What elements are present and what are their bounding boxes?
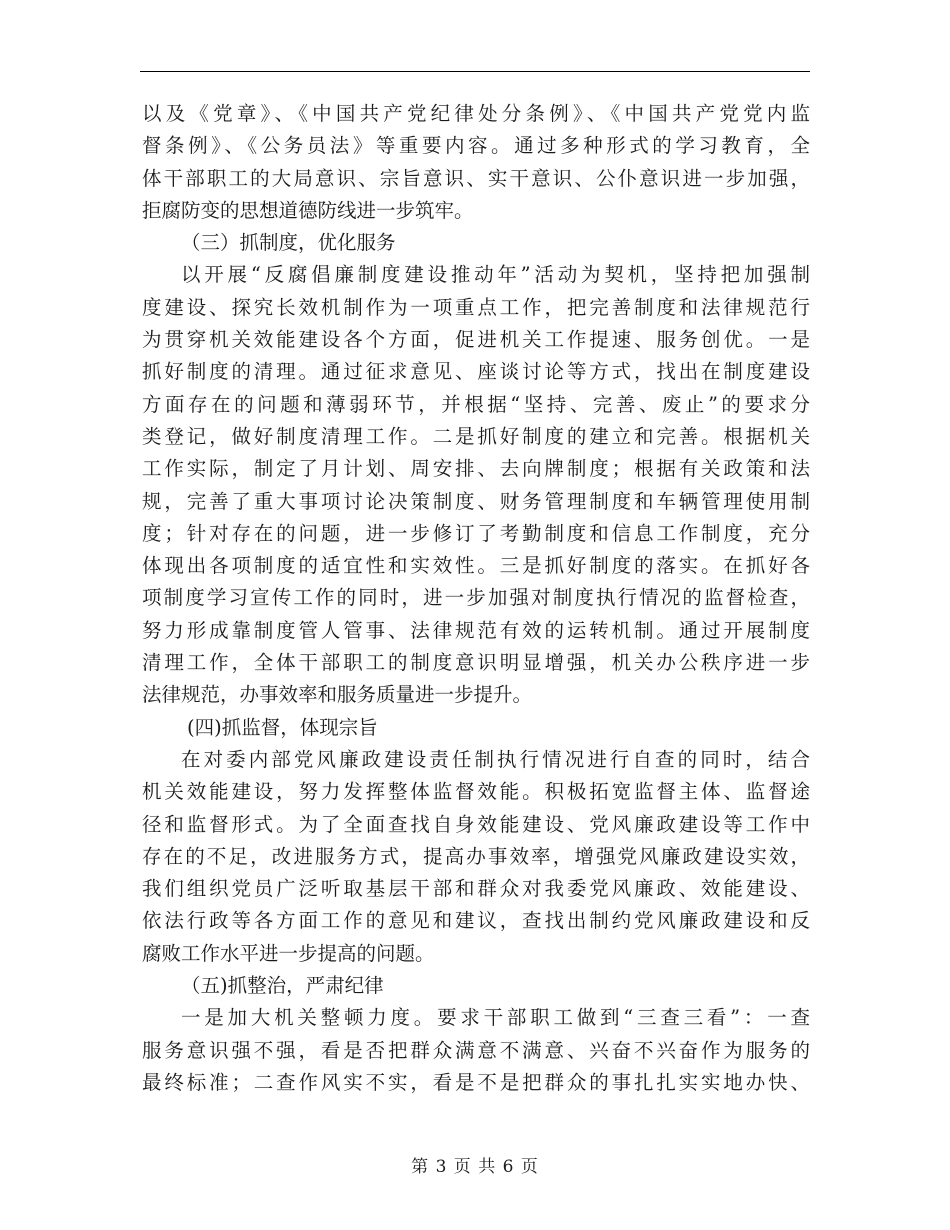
body-line: 存在的不足，改进服务方式，提高办事效率，增强党风廉政建设实效，: [142, 844, 810, 868]
total-pages-number: 6: [502, 1157, 515, 1177]
body-line: 努力形成靠制度管人管事、法律规范有效的运转机制。通过开展制度: [142, 618, 810, 642]
body-line: 工作实际，制定了月计划、周安排、去向牌制度；根据有关政策和法: [142, 457, 810, 481]
section-heading: （三）抓制度，优化服务: [181, 231, 396, 255]
footer-total-word: 共: [478, 1157, 497, 1177]
body-line: 度；针对存在的问题，进一步修订了考勤制度和信息工作制度，充分: [142, 521, 810, 545]
body-line: 清理工作，全体干部职工的制度意识明显增强，机关办公秩序进一步: [142, 651, 810, 675]
body-line: 在对委内部党风廉政建设责任制执行情况进行自查的同时，结合: [181, 747, 810, 771]
body-line: 法律规范，办事效率和服务质量进一步提升。: [142, 683, 533, 707]
header-rule: [140, 71, 810, 72]
body-line: 我们组织党员广泛听取基层干部和群众对我委党风廉政、效能建设、: [142, 877, 810, 901]
body-line: 机关效能建设，努力发挥整体监督效能。积极拓宽监督主体、监督途: [142, 780, 810, 804]
body-line: 体干部职工的大局意识、宗旨意识、实干意识、公仆意识进一步加强，: [142, 166, 810, 190]
body-line: 项制度学习宣传工作的同时，进一步加强对制度执行情况的监督检查，: [142, 586, 810, 610]
body-line: 最终标准；二查作风实不实，看是不是把群众的事扎扎实实地办快、: [142, 1070, 810, 1094]
current-page-number: 3: [435, 1157, 448, 1177]
body-line: 拒腐防变的思想道德防线进一步筑牢。: [142, 198, 474, 222]
body-line: 抓好制度的清理。通过征求意见、座谈讨论等方式，找出在制度建设: [142, 360, 810, 384]
body-line: 腐败工作水平进一步提高的问题。: [142, 941, 435, 965]
footer-suffix: 页: [520, 1157, 539, 1177]
body-line: 一是加大机关整顿力度。要求干部职工做到“三查三看”：一查: [181, 1006, 810, 1030]
body-line: 为贯穿机关效能建设各个方面，促进机关工作提速、服务创优。一是: [142, 328, 810, 352]
section-heading: （五)抓整治，严肃纪律: [181, 974, 384, 998]
body-line: 类登记，做好制度清理工作。二是抓好制度的建立和完善。根据机关: [142, 424, 810, 448]
footer-page-word: 页: [453, 1157, 472, 1177]
body-line: 以开展“反腐倡廉制度建设推动年”活动为契机，坚持把加强制: [181, 263, 810, 287]
body-line: 督条例》、《公务员法》等重要内容。通过多种形式的学习教育，全: [142, 134, 810, 158]
document-body: [142, 98, 810, 1099]
section-heading: (四)抓监督，体现宗旨: [187, 715, 378, 739]
body-line: 度建设、探究长效机制作为一项重点工作，把完善制度和法律规范行: [142, 295, 810, 319]
body-line: 规，完善了重大事项讨论决策制度、财务管理制度和车辆管理使用制: [142, 489, 810, 513]
body-line: 依法行政等各方面工作的意见和建议，查找出制约党风廉政建设和反: [142, 909, 810, 933]
page-footer: [0, 1152, 950, 1177]
footer-prefix: 第: [411, 1157, 430, 1177]
body-line: 体现出各项制度的适宜性和实效性。三是抓好制度的落实。在抓好各: [142, 554, 810, 578]
body-line: 服务意识强不强，看是否把群众满意不满意、兴奋不兴奋作为服务的: [142, 1038, 810, 1062]
body-line: 径和监督形式。为了全面查找自身效能建设、党风廉政建设等工作中: [142, 812, 810, 836]
body-line: 方面存在的问题和薄弱环节，并根据“坚持、完善、废止”的要求分: [142, 392, 810, 416]
body-line: 以及《党章》、《中国共产党纪律处分条例》、《中国共产党党内监: [142, 102, 810, 125]
